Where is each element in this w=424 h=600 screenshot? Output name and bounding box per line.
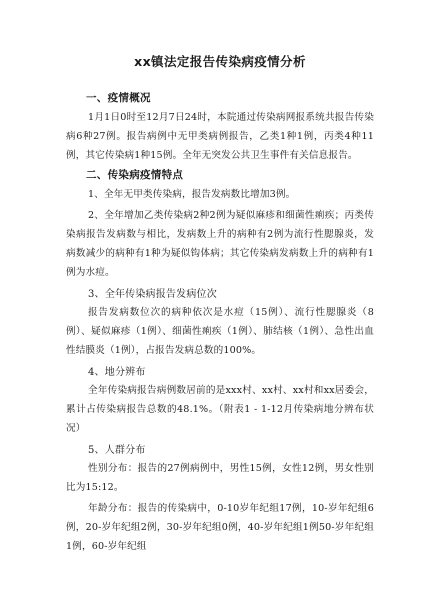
paragraph: 1、全年无甲类传染病，报告发病数比增加3例。 [88, 189, 296, 200]
subsection-heading: 4、地分辨布 [88, 367, 146, 378]
document-title: xx镇法定报告传染病疫情分析 [134, 54, 306, 69]
subsection-heading: 5、人群分布 [88, 445, 146, 456]
section-heading: 一、疫情概况 [86, 92, 151, 104]
paragraph: 2、全年增加乙类传染病2种2例为疑似麻疹和细菌性痢疾；丙类传染病报告发病数与相比，发病数上升的病种有2例为流行性腮腺炎，发病数减少的病种有1种为疑似钩体病；其它传染病发病数上升的病种有1例为水痘。 [66, 210, 374, 278]
paragraph: 全年传染病报告病例数居前的是xxx村、xx村、xx村和xx居委会，累计占传染病报告总数的48.1%。（附表1 - 1-12月传染病地分辨布状况） [66, 385, 374, 434]
subsection-heading: 3、全年传染病报告发病位次 [88, 289, 217, 300]
paragraph: 报告发病数位次的病种依次是水痘（15例）、流行性腮腺炎（8例）、疑似麻疹（1例）、细菌性痢疾（1例）、肺结核（1例）、急性出血性结膜炎（1例），占报告发病总数的100%。 [66, 307, 374, 356]
paragraph: 年龄分布：报告的传染病中，0-10岁年纪组17例，10-岁年纪组6例，20-岁年纪组2例，30-岁年纪组0例，40-岁年纪组1例50-岁年纪组1例，60-岁年纪组 [66, 503, 374, 552]
section-heading: 二、传染病疫情特点 [86, 169, 184, 181]
paragraph: 性别分布：报告的27例病例中，男性15例，女性12例，男女性别比为15:12。 [66, 463, 374, 493]
paragraph: 1月1日0时至12月7日24时，本院通过传染病网报系统共报告传染病6种27例。报告病例中无甲类病例报告，乙类1种1例，丙类4种11例，其它传染病1种15例。全年无突发公共卫生事件有关信息报告。 [66, 112, 374, 161]
